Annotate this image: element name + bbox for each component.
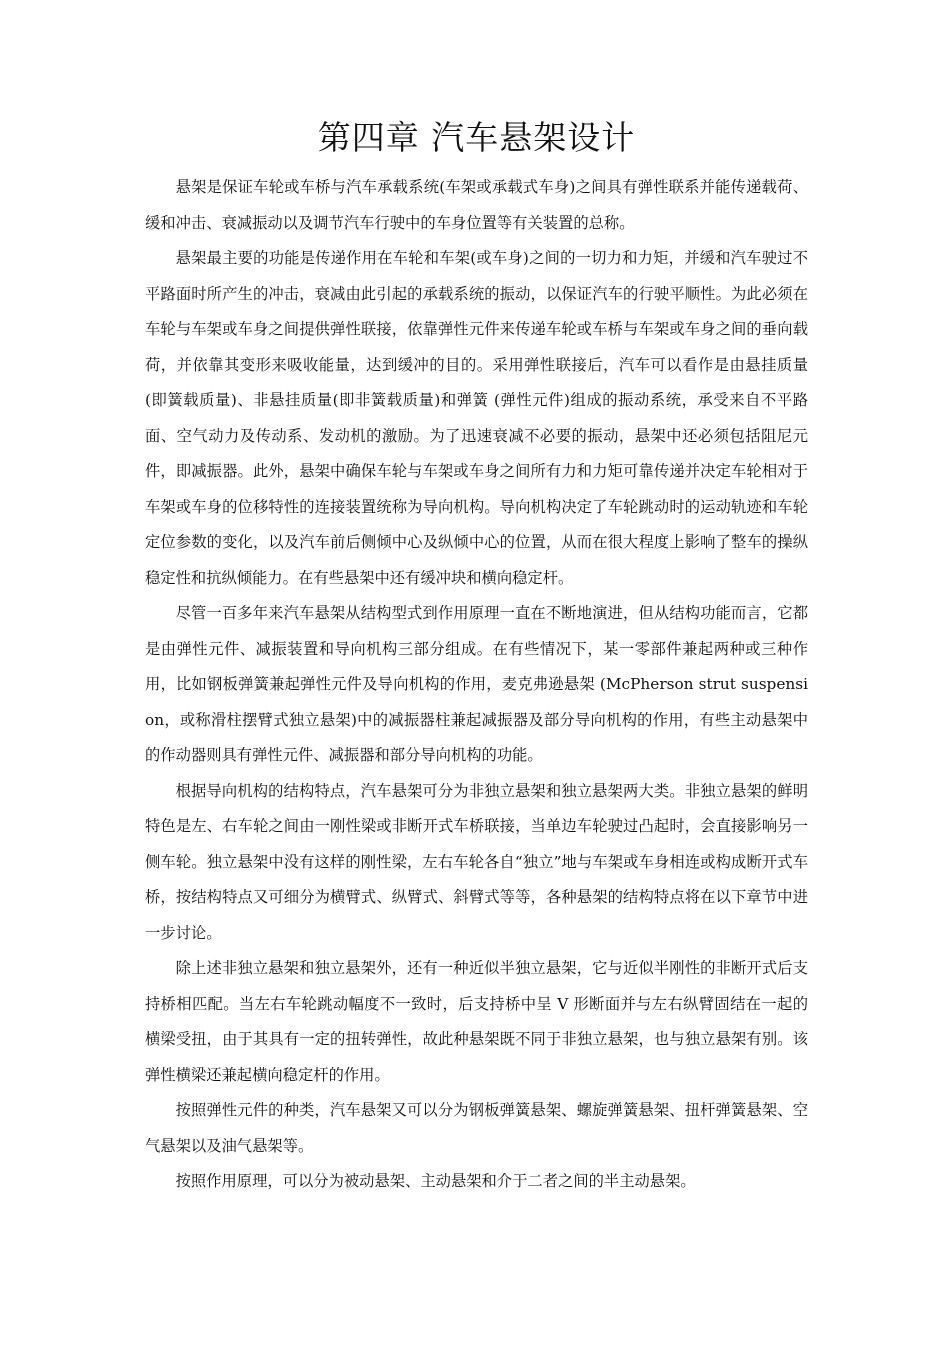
- chapter-title: 第四章 汽车悬架设计: [317, 118, 636, 157]
- paragraph-classification-spring: 按照弹性元件的种类，汽车悬架又可以分为钢板弹簧悬架、螺旋弹簧悬架、扭杆弹簧悬架、空气悬架以及油气悬架等。: [145, 1101, 808, 1155]
- paragraph-classification-principle: 按照作用原理，可以分为被动悬架、主动悬架和介于二者之间的半主动悬架。: [175, 1172, 696, 1190]
- paragraph-classification-guide: 根据导向机构的结构特点，汽车悬架可分为非独立悬架和独立悬架两大类。非独立悬架的鲜明特色是左、右车轮之间由一刚性梁或非断开式车桥联接，当单边车轮驶过凸起时，会直接影响另一侧车轮。独立悬架中没有这样的刚性梁，左右车轮各自“独立”地与车架或车身相连或构成断开式车桥，按结构特点又可细分为横臂式、纵臂式、斜臂式等等，各种悬架的结构特点将在以下章节中进一步讨论。: [145, 781, 808, 942]
- paragraph-semi-independent: 除上述非独立悬架和独立悬架外，还有一种近似半独立悬架，它与近似半刚性的非断开式后支持桥相匹配。当左右车轮跳动幅度不一致时，后支持桥中呈 V 形断面并与左右纵臂固结在一起的横梁受扭，由于其具有一定的扭转弹性，故此种悬架既不同于非独立悬架，也与独立悬架有别。该弹性横梁还兼起横向稳定杆的作用。: [145, 959, 808, 1084]
- paragraph-definition: 悬架是保证车轮或车桥与汽车承载系统(车架或承载式车身)之间具有弹性联系并能传递载荷、缓和冲击、衰减振动以及调节汽车行驶中的车身位置等有关装置的总称。: [145, 178, 808, 232]
- document-page: [145, 112, 808, 1200]
- paragraph-functions: 悬架最主要的功能是传递作用在车轮和车架(或车身)之间的一切力和力矩，并缓和汽车驶过不平路面时所产生的冲击，衰减由此引起的承载系统的振动，以保证汽车的行驶平顺性。为此必须在车轮与车架或车身之间提供弹性联接，依靠弹性元件来传递车轮或车桥与车架或车身之间的垂向载荷，并依靠其变形来吸收能量，达到缓冲的目的。采用弹性联接后，汽车可以看作是由悬挂质量(即簧载质量)、非悬挂质量(即非簧载质量)和弹簧 (弹性元件)组成的振动系统，承受来自不平路面、空气动力及传动系、发动机的激励。为了迅速衰减不必要的振动，悬架中还必须包括阻尼元件，即减振器。此外，悬架中确保车轮与车架或车身之间所有力和力矩可靠传递并决定车轮相对于车架或车身的位移特性的连接装置统称为导向机构。导向机构决定了车轮跳动时的运动轨迹和车轮定位参数的变化，以及汽车前后侧倾中心及纵倾中心的位置，从而在很大程度上影响了整车的操纵稳定性和抗纵倾能力。在有些悬架中还有缓冲块和横向稳定杆。: [145, 249, 808, 587]
- paragraph-components: 尽管一百多年来汽车悬架从结构型式到作用原理一直在不断地演进，但从结构功能而言，它都是由弹性元件、减振装置和导向机构三部分组成。在有些情况下，某一零部件兼起两种或三种作用，比如钢板弹簧兼起弹性元件及导向机构的作用，麦克弗逊悬架 (McPherson strut suspension，或称滑柱摆臂式独立悬架)中的减振器柱兼起减振器及部分导向机构的作用，有些主动悬架中的作动器则具有弹性元件、减振器和部分导向机构的功能。: [145, 604, 808, 764]
